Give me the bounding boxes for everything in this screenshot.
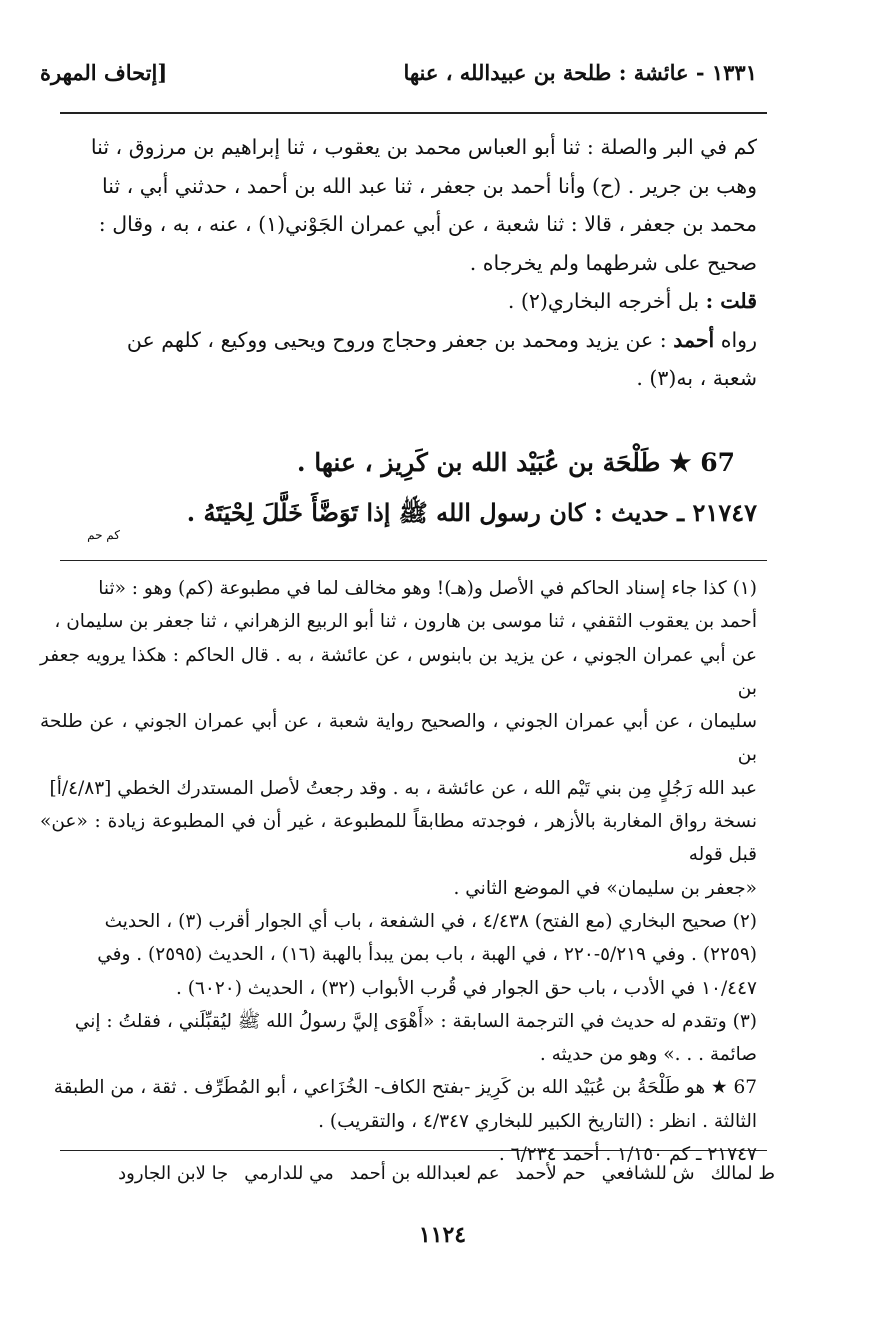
footnote-line: عن أبي عمران الجوني ، عن يزيد بن بابنوس ، عن عائشة ، به . قال الحاكم : هكذا يرويه جعفر بن <box>40 644 757 699</box>
text-line: محمد بن جعفر ، قالا : ثنا شعبة ، عن أبي عمران الجَوْني(١) ، عنه ، به ، وقال : <box>98 212 757 236</box>
footnote-line: صائمة . . .» وهو من حديثه . <box>539 1044 757 1066</box>
rawah-line-2: شعبة ، به(٣) . <box>636 366 757 390</box>
footnote-line: (٣) وتقدم له حديث في الترجمة السابقة : «أَهْوَى إليَّ رسولُ الله ﷺ ليُقبِّلَني ، فقلتُ : إني <box>74 1010 757 1032</box>
qult-text: بل أخرجه البخاري(٢) . <box>507 289 700 313</box>
hadith-text: ٢١٧٤٧ ـ حديث : كان رسول الله ﷺ إذا تَوَضَّأَ خَلَّلَ لِحْيَتَهُ . <box>186 498 757 527</box>
abbreviation-item: مي للدارمي <box>244 1163 334 1184</box>
abbreviation-item: عم لعبدالله بن أحمد <box>349 1163 500 1184</box>
footnote-line: الثالثة . انظر : (التاريخ الكبير للبخاري ٤/٣٤٧ ، والتقريب) . <box>318 1110 757 1132</box>
footnote-line: (١) كذا جاء إسناد الحاكم في الأصل و(هـ)! وهو مخالف لما في مطبوعة (كم) وهو : «ثنا <box>98 578 757 599</box>
book-title: [إتحاف المهرة <box>40 60 168 85</box>
abbreviations-key <box>40 1163 775 1184</box>
abbreviations-divider <box>60 1150 767 1151</box>
header-divider <box>60 112 767 114</box>
footnote-line: ١٠/٤٤٧ في الأدب ، باب حق الجوار في قُرب الأبواب (٣٢) ، الحديث (٦٠٢٠) . <box>175 977 757 999</box>
footnote-line: ٢١٧٤٧ ـ كم ١/١٥٠ . أحمد ٦/٢٣٤ . <box>498 1144 757 1166</box>
footnote-line: سليمان ، عن أبي عمران الجوني ، والصحيح رواية شعبة ، عن أبي عمران الجوني ، عن طلحة بن <box>40 711 757 766</box>
qult-label: قلت : <box>705 289 757 313</box>
footnote-line: «جعفر بن سليمان» في الموضع الثاني . <box>453 877 757 899</box>
rawah-name: أحمد <box>673 327 715 352</box>
footnote-line: 67 ★ هو طَلْحَةُ بن عُبَيْد الله بن كَرِيز -بفتح الكاف- الخُزَاعي ، أبو المُطَرِّف . ثقة ، من الطبقة <box>53 1077 757 1099</box>
footnote-divider <box>60 560 767 561</box>
footnote-line: (٢٢٥٩) . وفي ٥/٢١٩-٢٢٠ ، في الهبة ، باب بمن يبدأ بالهبة (١٦) ، الحديث (٢٥٩٥) . وفي <box>97 944 757 966</box>
qult-line <box>40 282 757 321</box>
narrator-heading: 67 ★ طَلْحَة بن عُبَيْد الله بن كَرِيز ، عنها . <box>296 448 735 477</box>
abbreviation-item: جا لابن الجارود <box>118 1163 229 1184</box>
text-line: صحيح على شرطهما ولم يخرجاه . <box>469 250 757 275</box>
rawah-prefix: رواه <box>720 327 757 352</box>
main-text <box>40 128 757 398</box>
text-line: وهب بن جرير . (ح) وأنا أحمد بن جعفر ، ثنا عبد الله بن أحمد ، حدثني أبي ، ثنا <box>102 173 757 198</box>
footnote-line: (٢) صحيح البخاري (مع الفتح) ٤/٤٣٨ ، في الشفعة ، باب أي الجوار أقرب (٣) ، الحديث <box>104 910 757 932</box>
chapter-title: ١٣٣١ - عائشة : طلحة بن عبيدالله ، عنها <box>403 60 757 85</box>
footnote-line: عبد الله رَجُلٍ مِن بني تَيْم الله ، عن عائشة ، به . وقد رجعتُ لأصل المستدرك الخطي [٤/٨٣/أ] <box>49 777 757 799</box>
text-line: كم في البر والصلة : ثنا أبو العباس محمد بن يعقوب ، ثنا إبراهيم بن مرزوق ، ثنا <box>90 135 757 159</box>
abbreviation-item: ط لمالك <box>710 1163 775 1184</box>
page-number: ١١٢٤ <box>418 1222 467 1248</box>
footnote-line: أحمد بن يعقوب الثقفي ، ثنا موسى بن هارون ، ثنا أبو الربيع الزهراني ، ثنا جعفر بن سليمان ، <box>54 611 757 633</box>
rawah-text: : عن يزيد ومحمد بن جعفر وحجاج وروح ويحيى ووكيع ، كلهم عن <box>126 327 667 352</box>
footnote-line: نسخة رواق المغاربة بالأزهر ، فوجدته مطابقاً للمطبوعة ، غير أن في المطبوعة زيادة : «عن» قبل قوله <box>40 811 757 866</box>
abbreviation-item: حم لأحمد <box>515 1163 586 1184</box>
hadith-source-codes: كم حم <box>87 528 120 542</box>
page-header <box>40 60 757 100</box>
abbreviation-item: ش للشافعي <box>601 1163 695 1184</box>
footnotes <box>40 572 757 1171</box>
rawah-line <box>40 321 757 360</box>
